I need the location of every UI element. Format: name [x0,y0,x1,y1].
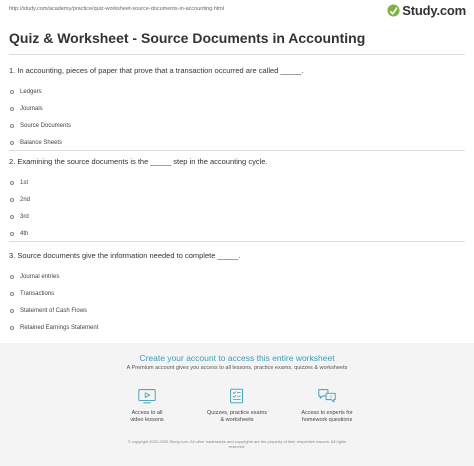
answer-option[interactable] [9,83,465,100]
feature-label [272,410,382,424]
option-list [9,174,465,242]
radio-icon[interactable] [10,198,14,202]
radio-icon[interactable] [10,215,14,219]
answer-option[interactable] [9,208,465,225]
radio-icon[interactable] [10,275,14,279]
answer-option[interactable] [9,285,465,302]
radio-icon[interactable] [10,107,14,111]
answer-option[interactable] [9,174,465,191]
radio-icon[interactable] [10,124,14,128]
copyright-line: © copyright 2003-2020 Study.com. All other trademarks and copyrights are the property of their respective owners. All rights [127,439,347,444]
radio-icon[interactable] [10,309,14,313]
option-label: Retained Earnings Statement [20,324,99,331]
option-label: Statement of Cash Flows [20,307,88,314]
option-label: Journals [20,105,43,112]
radio-icon[interactable] [10,90,14,94]
svg-text:?: ? [329,394,332,400]
question-2 [9,157,465,242]
radio-icon[interactable] [10,292,14,296]
answer-option[interactable] [9,225,465,242]
option-label: 1st [20,179,29,186]
video-lessons-icon [137,387,157,405]
page-url: http://study.com/academy/practice/quiz-worksheet-source-documents-in-accounting.html [9,6,225,12]
feature-experts [272,387,382,424]
feature-label-line: video lessons [130,417,164,423]
logo-text: Study.com [402,3,466,18]
answer-option[interactable] [9,117,465,134]
radio-icon[interactable] [10,232,14,236]
option-label: 2nd [20,196,31,203]
answer-option[interactable] [9,191,465,208]
question-text: 1. In accounting, pieces of paper that prove that a transaction occurred are called _____. [9,66,304,75]
answer-option[interactable] [9,319,465,336]
copyright-footer [0,439,474,449]
quiz-worksheet-icon [227,387,247,405]
option-label: Transactions [20,290,55,297]
study-logo[interactable] [387,3,466,18]
option-label: Source Documents [20,122,72,129]
study-logo-icon [387,4,400,17]
question-divider [9,241,465,242]
question-text: 2. Examining the source documents is the _____ step in the accounting cycle. [9,157,268,166]
option-label: 3rd [20,213,29,220]
feature-label-line: homework questions [301,417,353,423]
question-1 [9,66,465,151]
radio-icon[interactable] [10,141,14,145]
option-list [9,268,465,336]
question-3 [9,251,465,336]
page-title: Quiz & Worksheet - Source Documents in Accounting [9,30,366,46]
radio-icon[interactable] [10,181,14,185]
feature-label-line: Access to experts for [301,410,353,416]
option-list [9,83,465,151]
top-bar [0,0,474,22]
question-text: 3. Source documents give the information needed to complete _____. [9,251,241,260]
feature-label-line: & worksheets [220,417,254,423]
answer-option[interactable] [9,302,465,319]
option-label: Journal entries [20,273,60,280]
cta-title[interactable]: Create your account to access this entire worksheet [139,353,335,363]
cta-subtitle: A Premium account gives you access to all lessons, practice exams, quizzes & worksheets [126,365,348,371]
answer-option[interactable] [9,268,465,285]
title-divider [9,54,465,55]
radio-icon[interactable] [10,326,14,330]
answer-option[interactable] [9,134,465,151]
option-label: 4th [20,230,29,237]
premium-cta [0,343,474,466]
question-divider [9,150,465,151]
answer-option[interactable] [9,100,465,117]
copyright-line: reserved. [228,444,246,449]
feature-label-line: Access to all [131,410,163,416]
option-label: Balance Sheets [20,139,63,146]
option-label: Ledgers [20,88,42,95]
experts-icon [317,387,337,405]
feature-label-line: Quizzes, practice exams [207,410,267,416]
